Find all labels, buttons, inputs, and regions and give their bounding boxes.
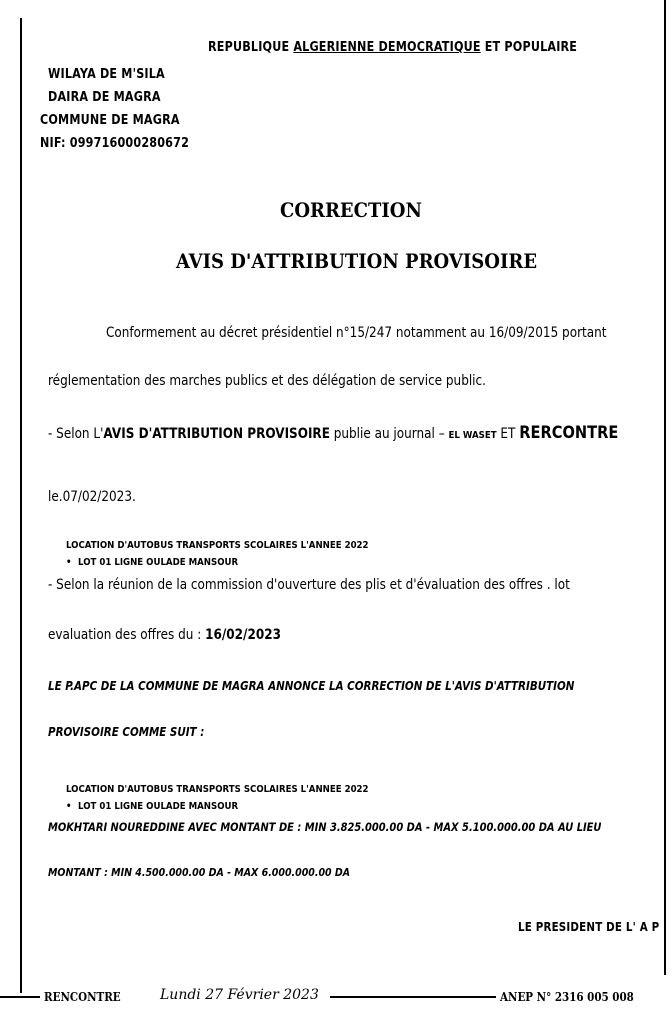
amount-line-1: MOKHTARI NOUREDDINE AVEC MONTANT DE : MIN 3.825.000.00 DA - MAX 5.100.000.00 DA AU LIEU bbox=[48, 820, 602, 834]
republic-heading bbox=[208, 40, 577, 55]
republic-part2: ALGERIENNE DEMOCRATIQUE bbox=[293, 40, 481, 55]
paragraph-reunion: - Selon la réunion de la commission d'ouverture des plis et d'évaluation des offres . lot bbox=[48, 577, 570, 593]
selon-et: ET bbox=[496, 426, 520, 442]
page-border-right bbox=[664, 0, 666, 975]
paragraph-evaluation bbox=[48, 627, 281, 643]
avis-title: AVIS D'ATTRIBUTION PROVISOIRE bbox=[176, 249, 538, 273]
bullet-dot: • bbox=[66, 557, 72, 568]
republic-part1: REPUBLIQUE bbox=[208, 40, 294, 55]
footer-source: RENCONTRE bbox=[44, 990, 121, 1004]
lot-line-1 bbox=[66, 557, 238, 568]
commune-line: COMMUNE DE MAGRA bbox=[40, 113, 180, 128]
amount-line-2: MONTANT : MIN 4.500.000.00 DA - MAX 6.000.000.00 DA bbox=[48, 866, 351, 879]
paragraph-selon-avis bbox=[48, 423, 618, 443]
journal-rencontre: RERCONTRE bbox=[519, 423, 619, 443]
selon-prefix: - Selon L' bbox=[48, 426, 104, 442]
selon-avis-bold: AVIS D'ATTRIBUTION PROVISOIRE bbox=[103, 426, 330, 442]
location-heading-1: LOCATION D'AUTOBUS TRANSPORTS SCOLAIRES L'ANNEE 2022 bbox=[66, 540, 369, 551]
announcement-line-1: LE P.APC DE LA COMMUNE DE MAGRA ANNONCE LA CORRECTION DE L'AVIS D'ATTRIBUTION bbox=[48, 679, 575, 693]
lot-label-1: LOT 01 LIGNE OULADE MANSOUR bbox=[78, 557, 239, 568]
page-border-left bbox=[20, 18, 22, 993]
republic-part3: ET POPULAIRE bbox=[480, 40, 578, 55]
paragraph-regulation: réglementation des marches publics et des délégation de service public. bbox=[48, 373, 486, 389]
footer-anep: ANEP N° 2316 005 008 bbox=[500, 990, 634, 1004]
journal-el-waset: EL WASET bbox=[448, 430, 497, 441]
footer-date: Lundi 27 Février 2023 bbox=[160, 987, 319, 1003]
wilaya-line: WILAYA DE M'SILA bbox=[48, 67, 165, 82]
daira-line: DAIRA DE MAGRA bbox=[48, 90, 161, 105]
correction-title: CORRECTION bbox=[280, 198, 422, 222]
selon-mid: publie au journal – bbox=[329, 426, 449, 442]
bullet-dot: • bbox=[66, 801, 72, 812]
footer-rule-left bbox=[0, 996, 40, 998]
footer-rule-middle bbox=[330, 996, 496, 998]
location-heading-2: LOCATION D'AUTOBUS TRANSPORTS SCOLAIRES L'ANNEE 2022 bbox=[66, 784, 369, 795]
signature: LE PRESIDENT DE L' A P . bbox=[518, 920, 668, 934]
lot-line-2 bbox=[66, 801, 238, 812]
paragraph-decree: Conformement au décret présidentiel n°15/247 notamment au 16/09/2015 portant bbox=[106, 325, 607, 341]
announcement-line-2: PROVISOIRE COMME SUIT : bbox=[48, 725, 205, 739]
evaluation-prefix: evaluation des offres du : bbox=[48, 627, 206, 643]
evaluation-date: 16/02/2023 bbox=[205, 627, 281, 643]
publication-date: le.07/02/2023. bbox=[48, 489, 136, 505]
nif-line: NIF: 099716000280672 bbox=[40, 136, 190, 151]
lot-label-2: LOT 01 LIGNE OULADE MANSOUR bbox=[78, 801, 239, 812]
